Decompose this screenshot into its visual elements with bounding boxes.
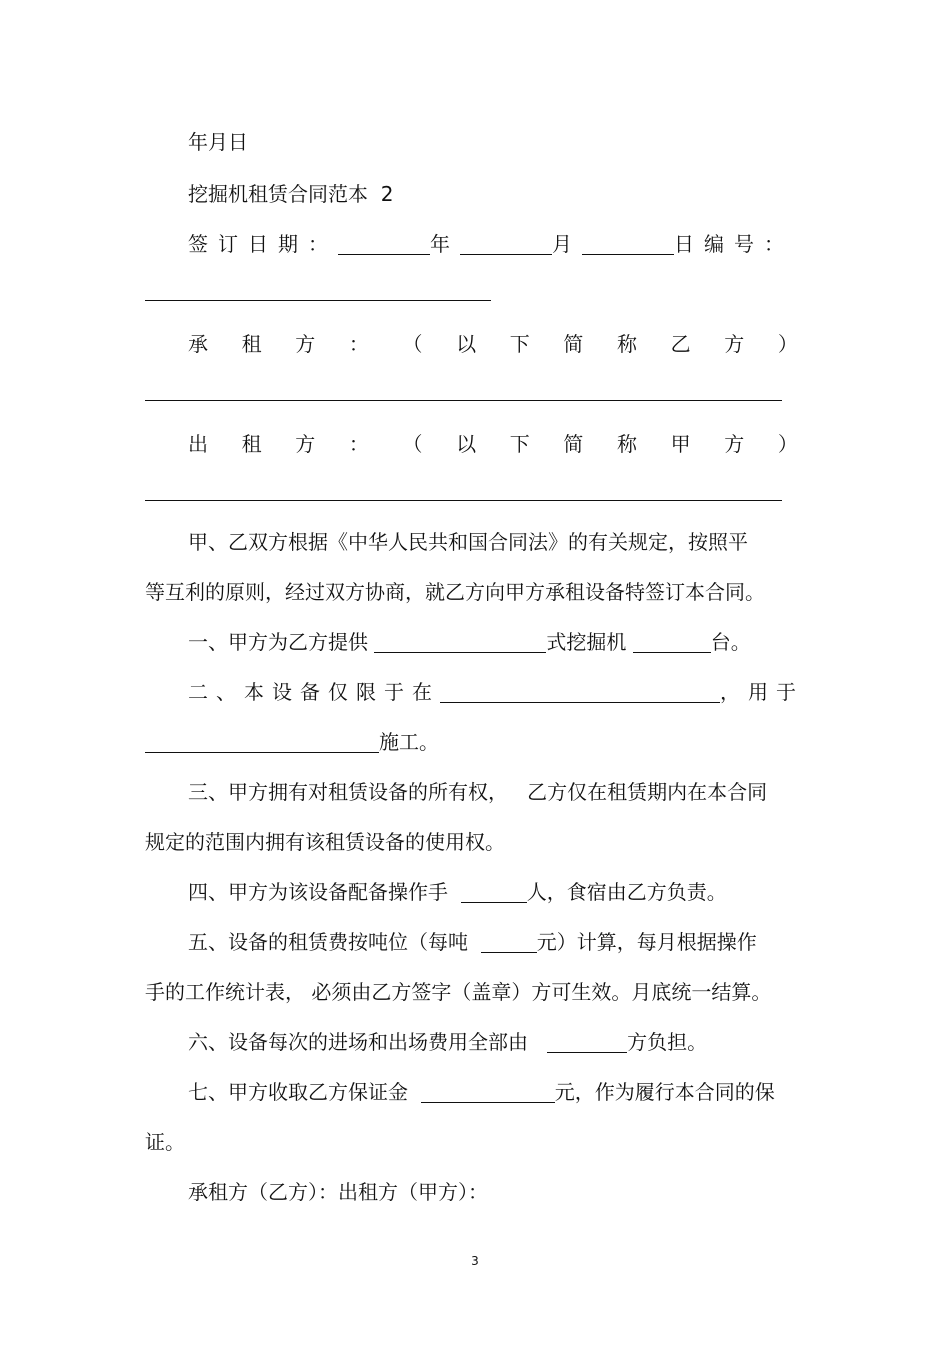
day-blank[interactable]	[582, 234, 674, 255]
sign-date-label: 签订日期：	[188, 232, 338, 256]
lessor-char: ）	[777, 432, 798, 456]
clause-2-use-label: ，用于	[720, 680, 804, 704]
title-number: 2	[380, 182, 394, 206]
rate-blank[interactable]	[481, 932, 537, 953]
clause-1-unit: 台。	[710, 630, 751, 654]
lessee-line	[188, 328, 798, 357]
operator-count-blank[interactable]	[461, 882, 527, 903]
clause-5-tail: 元）计算，每月根据操作	[536, 930, 757, 954]
clause-1-model-label: 式挖掘机	[546, 630, 627, 654]
lessor-char: 租	[241, 432, 262, 456]
lessee-char: ）	[777, 332, 798, 356]
lessee-blank[interactable]	[145, 400, 782, 401]
day-number-label: 日编号：	[674, 232, 794, 256]
clause-1-text: 一、甲方为乙方提供	[188, 630, 368, 654]
lessor-blank[interactable]	[145, 500, 782, 501]
year-label: 年	[430, 232, 460, 256]
title-text: 挖掘机租赁合同范本	[188, 182, 368, 206]
clause-5-text: 五、设备的租赁费按吨位（每吨	[188, 930, 468, 954]
intro-paragraph-line-1: 甲、乙双方根据《中华人民共和国合同法》的有关规定，按照平	[188, 530, 748, 554]
month-label: 月	[552, 232, 582, 256]
clause-4-text: 四、甲方为该设备配备操作手	[188, 880, 448, 904]
clause-4	[188, 878, 727, 906]
clause-2	[188, 678, 804, 706]
model-blank[interactable]	[374, 632, 546, 653]
clause-7-line-1	[188, 1078, 775, 1106]
signature-line: 承租方（乙方）：出租方（甲方）：	[188, 1180, 488, 1204]
lessee-char: 以	[456, 332, 477, 356]
clause-6-tail: 方负担。	[627, 1030, 708, 1054]
lessee-char: 称	[617, 332, 637, 356]
lessor-line	[188, 428, 798, 457]
clause-3-line-1: 三、甲方拥有对租赁设备的所有权， 乙方仅在租赁期内在本合同	[188, 780, 768, 804]
clause-2-construction-label: 施工。	[379, 730, 439, 754]
clause-2-text: 二、本设备仅限于在	[188, 680, 440, 704]
month-blank[interactable]	[460, 234, 552, 255]
location-blank[interactable]	[440, 682, 720, 703]
clause-6-text: 六、设备每次的进场和出场费用全部由	[188, 1030, 528, 1054]
lessor-char: 以	[456, 432, 477, 456]
document-title	[188, 180, 393, 208]
clause-4-tail: 人，食宿由乙方负责。	[526, 880, 727, 904]
lessee-char: 租	[241, 332, 262, 356]
lessor-char: 简	[563, 432, 584, 456]
lessor-char: 称	[617, 432, 637, 456]
clause-2-cont	[145, 728, 439, 756]
intro-paragraph-line-2: 等互利的原则，经过双方协商，就乙方向甲方承租设备特签订本合同。	[145, 580, 765, 604]
lessee-char: （	[402, 332, 423, 356]
contract-number-blank[interactable]	[145, 300, 491, 301]
clause-3-line-2: 规定的范围内拥有该租赁设备的使用权。	[145, 830, 505, 854]
lessor-char: 甲	[670, 432, 691, 456]
sign-date-line	[188, 230, 794, 258]
lessee-char: 乙	[670, 332, 691, 356]
lessee-char: 方	[295, 332, 316, 356]
clause-7-tail: 元，作为履行本合同的保	[554, 1080, 775, 1104]
lessor-char: （	[402, 432, 423, 456]
year-blank[interactable]	[338, 234, 430, 255]
lessor-char: 出	[188, 432, 208, 456]
quantity-blank[interactable]	[633, 632, 711, 653]
clause-5-line-2: 手的工作统计表， 必须由乙方签字（盖章）方可生效。月底统一结算。	[145, 980, 772, 1004]
date-line: 年月日	[188, 130, 248, 154]
page-number: 3	[471, 1254, 479, 1268]
project-blank[interactable]	[145, 732, 379, 753]
lessee-char: 承	[188, 332, 208, 356]
lessor-char: ：	[348, 432, 369, 456]
clause-6	[188, 1028, 707, 1056]
deposit-blank[interactable]	[421, 1082, 555, 1103]
lessee-char: 简	[563, 332, 584, 356]
lessor-char: 方	[295, 432, 316, 456]
fee-party-blank[interactable]	[547, 1032, 627, 1053]
clause-5-line-1	[188, 928, 757, 956]
lessor-char: 方	[724, 432, 745, 456]
clause-7-text: 七、甲方收取乙方保证金	[188, 1080, 408, 1104]
clause-1	[188, 628, 751, 656]
lessor-char: 下	[509, 432, 530, 456]
lessee-char: ：	[348, 332, 369, 356]
lessee-char: 下	[509, 332, 530, 356]
clause-7-line-2: 证。	[145, 1130, 185, 1154]
lessee-char: 方	[724, 332, 745, 356]
